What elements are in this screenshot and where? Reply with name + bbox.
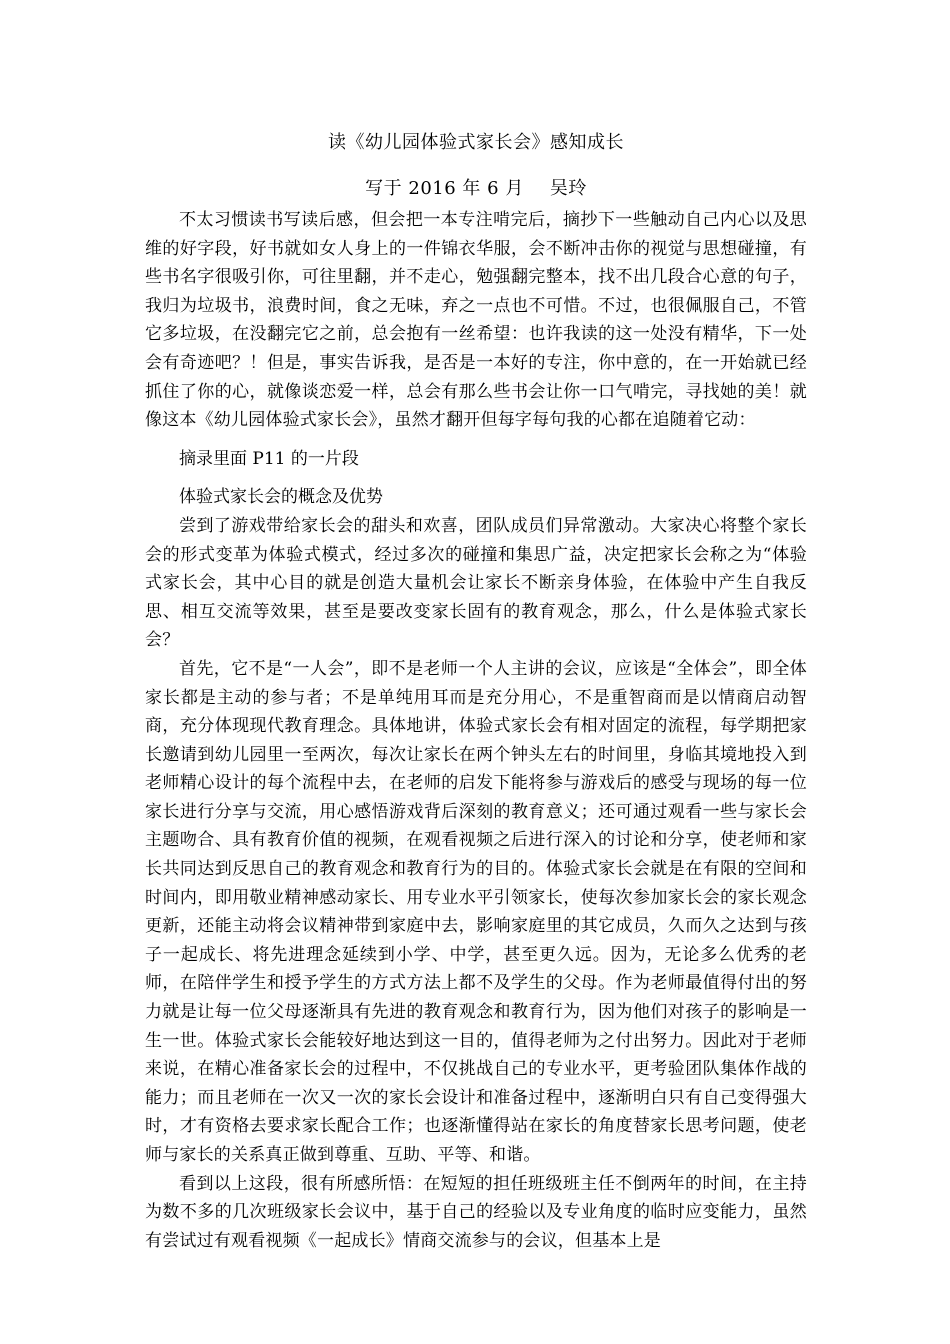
body-paragraph-2: 首先，它不是“一人会”，即不是老师一个人主讲的会议，应该是“全体会”，即全体家长都是主动的参与者；不是单纯用耳而是充分用心，不是重智商而是以情商启动智商，充分体现现代教育理念。具体地讲，体验式家长会有相对固定的流程，每学期把家长邀请到幼儿园里一至两次，每次让家长在两个钟头左右的时间里，身临其境地投入到老师精心设计的每个流程中去，在老师的启发下能将参与游戏后的感受与现场的每一位家长进行分享与交流，用心感悟游戏背后深刻的教育意义；还可通过观看一些与家长会主题吻合、具有教育价值的视频，在观看视频之后进行深入的讨论和分享，使老师和家长共同达到反思自己的教育观念和教育行为的目的。体验式家长会就是在有限的空间和时间内，即用敬业精神感动家长、用专业水平引领家长，使每次参加家长会的家长观念更新，还能主动将会议精神带到家庭中去，影响家庭里的其它成员，久而久之达到与孩子一起成长、将先进理念延续到小学、中学，甚至更久远。因为，无论多么优秀的老师，在陪伴学生和授予学生的方式方法上都不及学生的父母。作为老师最值得付出的努力就是让每一位父母逐渐具有先进的教育观念和教育行为，因为他们对孩子的影响是一生一世。体验式家长会能较好地达到这一目的，值得老师为之付出努力。因此对于老师来说，在精心准备家长会的过程中，不仅挑战自己的专业水平，更考验团队集体作战的能力；而且老师在一次又一次的家长会设计和准备过程中，逐渐明白只有自己变得强大时，才有资格去要求家长配合工作；也逐渐懂得站在家长的角度替家长思考问题，使老师与家长的关系真正做到尊重、互助、平等、和谐。 — [145, 658, 807, 1165]
byline-author: 吴玲 — [549, 178, 587, 199]
document-page — [145, 128, 807, 1255]
body-paragraph-1: 尝到了游戏带给家长会的甜头和欢喜，团队成员们异常激动。大家决心将整个家长会的形式变革为体验式模式，经过多次的碰撞和集思广益，决定把家长会称之为“体验式家长会，其中心目的就是创造大量机会让家长不断亲身体验，在体验中产生自我反思、相互交流等效果，甚至是要改变家长固有的教育观念，那么，什么是体验式家长会？ — [145, 515, 807, 651]
body-paragraph-3: 看到以上这段，很有所感所悟：在短短的担任班级班主任不倒两年的时间，在主持为数不多的几次班级家长会议中，基于自己的经验以及专业角度的临时应变能力，虽然有尝试过有观看视频《一起成长》情商交流参与的会议，但基本上是 — [145, 1173, 807, 1251]
excerpt-note: 摘录里面 P11 的一片段 — [179, 448, 359, 469]
document-byline — [145, 174, 807, 204]
document-title: 读《幼儿园体验式家长会》感知成长 — [328, 132, 624, 153]
section-heading: 体验式家长会的概念及优势 — [179, 487, 383, 508]
byline-date: 写于 2016 年 6 月 — [365, 178, 524, 199]
intro-paragraph: 不太习惯读书写读后感，但会把一本专注啃完后，摘抄下一些触动自己内心以及思维的好字段，好书就如女人身上的一件锦衣华服，会不断冲击你的视觉与思想碰撞，有些书名字很吸引你，可往里翻，并不走心，勉强翻完整本，找不出几段合心意的句子，我归为垃圾书，浪费时间，食之无味，弃之一点也不可惜。不过，也很佩服自己，不管它多垃圾，在没翻完它之前，总会抱有一丝希望：也许我读的这一处没有精华，下一处会有奇迹吧？！但是，事实告诉我，是否是一本好的专注，你中意的，在一开始就已经抓住了你的心，就像谈恋爱一样，总会有那么些书会让你一口气啃完，寻找她的美！就像这本《幼儿园体验式家长会》，虽然才翻开但每字每句我的心都在追随着它动： — [145, 210, 807, 431]
